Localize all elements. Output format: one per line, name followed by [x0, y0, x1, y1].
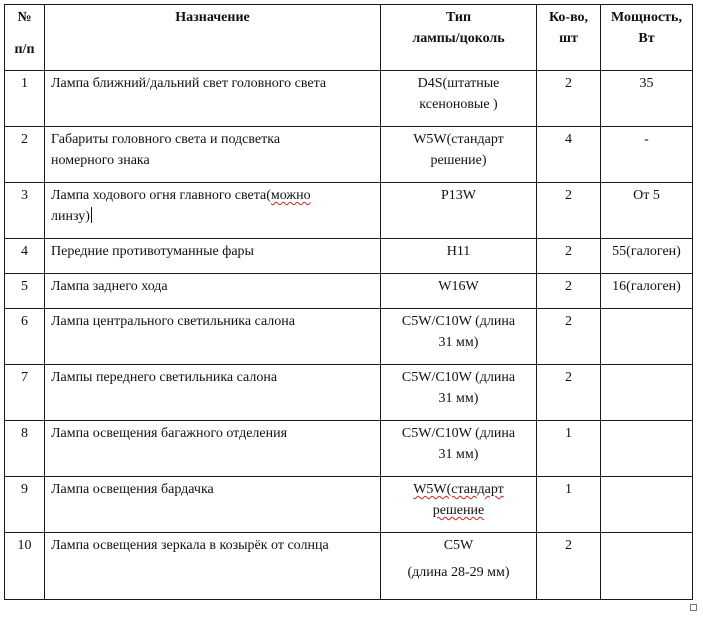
table-row — [5, 183, 693, 239]
row-quantity: 2 — [537, 365, 601, 421]
row-purpose: Лампа центрального светильника салона — [45, 309, 381, 365]
spellcheck-underline: можно — [270, 188, 311, 203]
row-lamp-type-line1: C5W/C10W (длина — [401, 370, 516, 385]
header-quantity-line1: Ко-во, — [548, 10, 589, 25]
row-purpose-line2: номерного знака — [51, 153, 150, 168]
table-row — [5, 477, 693, 533]
spellcheck-underline: W5W(стандарт — [413, 482, 504, 497]
text-cursor — [91, 207, 92, 223]
row-quantity: 2 — [537, 183, 601, 239]
row-quantity: 2 — [537, 533, 601, 600]
row-power — [601, 309, 693, 365]
row-purpose: Лампа освещения бардачка — [45, 477, 381, 533]
row-number: 6 — [5, 309, 45, 365]
row-purpose-line1: Габариты головного света и подсветка — [51, 132, 281, 147]
row-lamp-type — [381, 127, 537, 183]
row-lamp-type — [381, 309, 537, 365]
row-power — [601, 477, 693, 533]
row-purpose: Лампы переднего светильника салона — [45, 365, 381, 421]
row-quantity: 2 — [537, 71, 601, 127]
header-lamp-type — [381, 5, 537, 71]
table-row — [5, 239, 693, 274]
row-purpose-line2-text: линзу) — [51, 209, 90, 224]
row-number: 7 — [5, 365, 45, 421]
row-number: 4 — [5, 239, 45, 274]
table-row — [5, 71, 693, 127]
row-quantity: 2 — [537, 239, 601, 274]
row-power: 35 — [601, 71, 693, 127]
row-lamp-type — [381, 477, 537, 533]
row-number: 1 — [5, 71, 45, 127]
row-lamp-type-line2: ксеноновые ) — [419, 97, 498, 112]
row-quantity: 2 — [537, 309, 601, 365]
row-number: 10 — [5, 533, 45, 600]
row-purpose-line1 — [51, 185, 376, 206]
row-lamp-type-line1: C5W/C10W (длина — [401, 314, 516, 329]
row-quantity: 1 — [537, 421, 601, 477]
header-purpose: Назначение — [45, 5, 381, 71]
row-lamp-type — [381, 533, 537, 600]
header-quantity-line2: шт — [559, 31, 578, 46]
row-purpose-line1-a: Лампа ходового огня главного света( — [51, 188, 271, 203]
header-number — [5, 5, 45, 71]
spellcheck-underline: решение — [432, 503, 485, 518]
header-power-line2: Вт — [638, 31, 655, 46]
row-purpose-line2 — [51, 206, 376, 227]
row-power — [601, 365, 693, 421]
table-row — [5, 274, 693, 309]
row-power — [601, 533, 693, 600]
row-power: - — [601, 127, 693, 183]
row-lamp-type — [381, 365, 537, 421]
header-power — [601, 5, 693, 71]
row-lamp-type-line2: 31 мм) — [438, 335, 479, 350]
row-purpose: Передние противотуманные фары — [45, 239, 381, 274]
row-lamp-type — [381, 71, 537, 127]
row-quantity: 4 — [537, 127, 601, 183]
table-row — [5, 127, 693, 183]
row-quantity: 2 — [537, 274, 601, 309]
table-resize-handle[interactable] — [690, 604, 697, 611]
row-purpose: Лампа ближний/дальний свет головного света — [45, 71, 381, 127]
row-lamp-type-line1 — [381, 479, 536, 500]
row-number: 5 — [5, 274, 45, 309]
row-number: 9 — [5, 477, 45, 533]
row-power — [601, 421, 693, 477]
row-purpose: Лампа заднего хода — [45, 274, 381, 309]
header-number-line2: п/п — [14, 42, 35, 57]
row-number: 2 — [5, 127, 45, 183]
row-lamp-type-line1: C5W/C10W (длина — [401, 426, 516, 441]
row-purpose — [45, 127, 381, 183]
row-quantity: 1 — [537, 477, 601, 533]
row-lamp-type-line1: C5W — [443, 538, 474, 553]
row-lamp-type-line1: W5W(стандарт — [413, 132, 504, 147]
row-lamp-type-line2: (длина 28-29 мм) — [407, 565, 510, 580]
header-quantity — [537, 5, 601, 71]
header-lamp-type-line1: Тип — [445, 10, 472, 25]
row-lamp-type-line1: D4S(штатные — [417, 76, 500, 91]
row-purpose: Лампа освещения багажного отделения — [45, 421, 381, 477]
table-row — [5, 365, 693, 421]
header-number-line1: № — [17, 10, 32, 25]
row-power: 55(галоген) — [601, 239, 693, 274]
row-lamp-type: W16W — [381, 274, 537, 309]
row-power: От 5 — [601, 183, 693, 239]
row-lamp-type-line2: решение) — [430, 153, 487, 168]
row-power: 16(галоген) — [601, 274, 693, 309]
table-header-row — [5, 5, 693, 71]
row-purpose[interactable] — [45, 183, 381, 239]
table-row — [5, 309, 693, 365]
row-number: 8 — [5, 421, 45, 477]
row-lamp-type-line2 — [381, 500, 536, 521]
table-row — [5, 421, 693, 477]
row-lamp-type-line2: 31 мм) — [438, 391, 479, 406]
lamp-table — [4, 4, 693, 600]
row-purpose: Лампа освещения зеркала в козырёк от солнца — [45, 533, 381, 600]
header-power-line1: Мощность, — [611, 10, 682, 25]
header-lamp-type-line2: лампы/цоколь — [412, 31, 505, 46]
row-lamp-type: H11 — [381, 239, 537, 274]
row-lamp-type-line2: 31 мм) — [438, 447, 479, 462]
row-lamp-type: P13W — [381, 183, 537, 239]
row-lamp-type — [381, 421, 537, 477]
table-row — [5, 533, 693, 600]
row-number: 3 — [5, 183, 45, 239]
